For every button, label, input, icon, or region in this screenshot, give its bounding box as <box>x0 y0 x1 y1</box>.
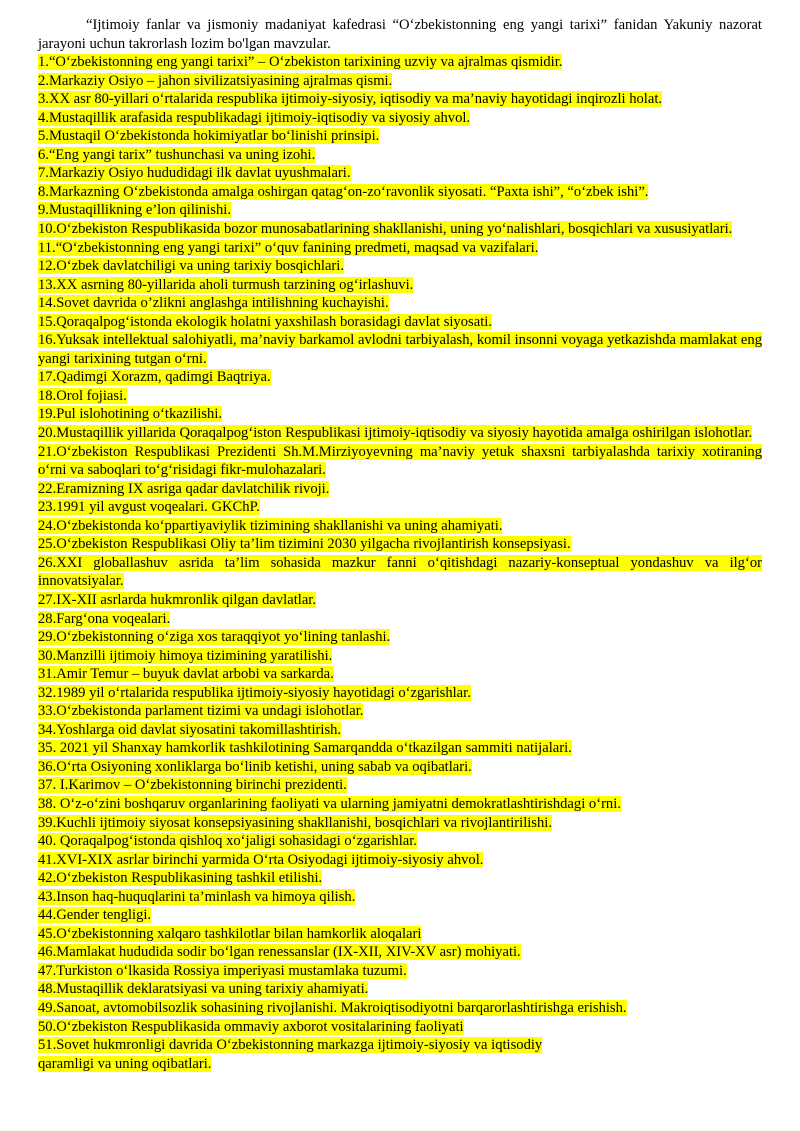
topic-item <box>38 776 762 795</box>
topic-item <box>38 183 762 202</box>
topic-text: 42.O‘zbekiston Respublikasining tashkil etilishi. <box>38 870 323 887</box>
topic-text: 31.Amir Temur – buyuk davlat arbobi va sarkarda. <box>38 666 334 683</box>
topic-text: 5.Mustaqil O‘zbekistonda hokimiyatlar bo‘linishi prinsipi. <box>38 128 380 145</box>
topic-item <box>38 832 762 851</box>
topic-text: 32.1989 yil o‘rtalarida respublika ijtimoiy-siyosiy hayotidagi o‘zgarishlar. <box>38 684 471 701</box>
topic-item <box>38 591 762 610</box>
topic-item <box>38 257 762 276</box>
topic-item <box>38 888 762 907</box>
topic-text: 34.Yoshlarga oid davlat siyosatini takomillashtirish. <box>38 721 342 738</box>
topic-text: 45.O‘zbekistonning xalqaro tashkilotlar bilan hamkorlik aloqalari <box>38 925 422 942</box>
topic-item <box>38 758 762 777</box>
topic-item <box>38 739 762 758</box>
topic-item <box>38 1036 762 1073</box>
topic-item <box>38 610 762 629</box>
topic-item <box>38 72 762 91</box>
topic-item <box>38 628 762 647</box>
document-page <box>38 16 762 1073</box>
topic-item <box>38 424 762 443</box>
topic-item <box>38 721 762 740</box>
topic-text: 9.Mustaqillikning e’lon qilinishi. <box>38 202 231 219</box>
topics-list <box>38 53 762 1073</box>
topic-text: 37. I.Karimov – O‘zbekistonning birinchi prezidenti. <box>38 777 347 794</box>
topic-text: 8.Markazning O‘zbekistonda amalga oshirgan qatag‘on-zo‘ravonlik siyosati. “Paxta ishi”, “o‘zbek ishi”. <box>38 183 649 200</box>
topic-text: 48.Mustaqillik deklaratsiyasi va uning tarixiy ahamiyati. <box>38 981 369 998</box>
topic-item <box>38 146 762 165</box>
topic-item <box>38 962 762 981</box>
topic-item <box>38 239 762 258</box>
topic-item <box>38 53 762 72</box>
topic-text: 14.Sovet davrida o’zlikni anglashga intilishning kuchayishi. <box>38 295 389 312</box>
topic-text: 46.Mamlakat hududida sodir bo‘lgan renessanslar (IX-XII, XIV-XV asr) mohiyati. <box>38 944 521 961</box>
topic-item <box>38 276 762 295</box>
topic-text: 38. O‘z-o‘zini boshqaruv organlarining faoliyati va ularning jamiyatni demokratlashtirishdagi o‘rni. <box>38 795 621 812</box>
topic-item <box>38 90 762 109</box>
topic-item <box>38 535 762 554</box>
topic-text: 29.O‘zbekistonning o‘ziga xos taraqqiyot yo‘lining tanlashi. <box>38 629 391 646</box>
topic-text: 2.Markaziy Osiyo – jahon sivilizatsiyasining ajralmas qismi. <box>38 72 393 89</box>
topic-text: 41.XVI-XIX asrlar birinchi yarmida O‘rta Osiyodagi ijtimoiy-siyosiy ahvol. <box>38 851 484 868</box>
topic-text: 50.O‘zbekiston Respublikasida ommaviy axborot vositalarining faoliyati <box>38 1018 464 1035</box>
topic-item <box>38 294 762 313</box>
topic-text: 28.Farg‘ona voqealari. <box>38 610 171 627</box>
topic-text: 27.IX-XII asrlarda hukmronlik qilgan davlatlar. <box>38 591 317 608</box>
topic-item <box>38 647 762 666</box>
topic-item <box>38 851 762 870</box>
topic-text: 40. Qoraqalpog‘istonda qishloq xo‘jaligi sohasidagi o‘zgarishlar. <box>38 833 417 850</box>
topic-text: 47.Turkiston o‘lkasida Rossiya imperiyasi mustamlaka tuzumi. <box>38 962 407 979</box>
topic-item <box>38 702 762 721</box>
topic-text: 3.XX asr 80-yillari o‘rtalarida respublika ijtimoiy-siyosiy, iqtisodiy va ma’naviy hayotidagi inqirozli holat. <box>38 91 663 108</box>
topic-text: 44.Gender tengligi. <box>38 907 152 924</box>
topic-text: 7.Markaziy Osiyo hududidagi ilk davlat uyushmalari. <box>38 165 351 182</box>
topic-text: 12.O‘zbek davlatchiligi va uning tarixiy bosqichlari. <box>38 258 344 275</box>
topic-text: 43.Inson haq-huquqlarini ta’minlash va himoya qilish. <box>38 888 356 905</box>
topic-text: 26.XXI globallashuv asrida ta’lim sohasida mazkur fanni o‘qitishdagi nazariy-konseptual yondashuv va ilg‘or innovatsiyalar. <box>38 554 762 590</box>
topic-text: 17.Qadimgi Xorazm, qadimgi Baqtriya. <box>38 369 271 386</box>
topic-item <box>38 387 762 406</box>
topic-item <box>38 795 762 814</box>
topic-text: 11.“O‘zbekistonning eng yangi tarixi” o‘quv fanining predmeti, maqsad va vazifalari. <box>38 239 539 256</box>
topic-text: 24.O‘zbekistonda ko‘ppartiyaviylik tizimining shakllanishi va uning ahamiyati. <box>38 517 503 534</box>
topic-item <box>38 665 762 684</box>
topic-item <box>38 220 762 239</box>
topic-text: 13.XX asrning 80-yillarida aholi turmush tarzining og‘irlashuvi. <box>38 276 414 293</box>
topic-item <box>38 517 762 536</box>
topic-item <box>38 684 762 703</box>
topic-text: 25.O‘zbekiston Respublikasi Oliy ta’lim tizimini 2030 yilgacha rivojlantirish konsepsiyasi. <box>38 536 571 553</box>
topic-text: 6.“Eng yangi tarix” tushunchasi va uning izohi. <box>38 146 316 163</box>
topic-text: 33.O‘zbekistonda parlament tizimi va undagi islohotlar. <box>38 703 364 720</box>
topic-item <box>38 480 762 499</box>
topic-text: 39.Kuchli ijtimoiy siyosat konsepsiyasining shakllanishi, bosqichlari va rivojlantirilishi. <box>38 814 552 831</box>
topic-item <box>38 943 762 962</box>
topic-item <box>38 906 762 925</box>
topic-text: 1.“O‘zbekistonning eng yangi tarixi” – O‘zbekiston tarixining uzviy va ajralmas qismidir. <box>38 54 563 71</box>
topic-text: 51.Sovet hukmronligi davrida O‘zbekistonning markazga ijtimoiy-siyosiy va iqtisodiy <box>38 1037 543 1054</box>
topic-text: 10.O‘zbekiston Respublikasida bozor munosabatlarining shakllanishi, uning yo‘nalishlari, bosqichlari va xususiyatlari. <box>38 221 733 238</box>
topic-item <box>38 443 762 480</box>
topic-item <box>38 498 762 517</box>
topic-item <box>38 405 762 424</box>
topic-text: 36.O‘rta Osiyoning xonliklarga bo‘linib ketishi, uning sabab va oqibatlari. <box>38 758 472 775</box>
topic-text: 35. 2021 yil Shanxay hamkorlik tashkilotining Samarqandda o‘tkazilgan sammiti natijalari. <box>38 740 572 757</box>
topic-text: 30.Manzilli ijtimoiy himoya tizimining yaratilishi. <box>38 647 333 664</box>
document-intro: “Ijtimoiy fanlar va jismoniy madaniyat kafedrasi “O‘zbekistonning eng yangi tarixi” fanidan Yakuniy nazorat jarayoni uchun takrorlash lozim bo'lgan mavzular. <box>38 17 762 52</box>
topic-item <box>38 368 762 387</box>
topic-text: 49.Sanoat, avtomobilsozlik sohasining rivojlanishi. Makroiqtisodiyotni barqarorlashtirishga erishish. <box>38 999 627 1016</box>
topic-text: 20.Mustaqillik yillarida Qoraqalpog‘iston Respublikasi ijtimoiy-iqtisodiy va siyosiy hayotida amalga oshirilgan islohotlar. <box>38 425 753 442</box>
topic-text: 15.Qoraqalpog‘istonda ekologik holatni yaxshilash borasidagi davlat siyosati. <box>38 313 492 330</box>
topic-text: 22.Eramizning IX asriga qadar davlatchilik rivoji. <box>38 480 330 497</box>
topic-item <box>38 313 762 332</box>
topic-item <box>38 814 762 833</box>
topic-text: 23.1991 yil avgust voqealari. GKChP. <box>38 499 260 516</box>
topic-text: 4.Mustaqillik arafasida respublikadagi ijtimoiy-iqtisodiy va siyosiy ahvol. <box>38 109 471 126</box>
topic-text: 21.O‘zbekiston Respublikasi Prezidenti Sh.M.Mirziyoyevning ma’naviy yetuk shaxsni tarbiyalashda tarixiy xotiraning o‘rni va saboqlari to‘g‘risidagi fikr-mulohazalari. <box>38 443 762 479</box>
topic-item <box>38 331 762 368</box>
topic-item <box>38 109 762 128</box>
topic-item <box>38 554 762 591</box>
topic-item <box>38 980 762 999</box>
topic-text: 16.Yuksak intellektual salohiyatli, ma’naviy barkamol avlodni tarbiyalash, komil insonni voyaga yetkazishda mamlakat eng yangi tarixining tutgan o‘rni. <box>38 332 762 367</box>
topic-text: 19.Pul islohotining o‘tkazilishi. <box>38 406 223 423</box>
topic-text: qaramligi va uning oqibatlari. <box>38 1055 212 1072</box>
topic-item <box>38 925 762 944</box>
topic-item <box>38 164 762 183</box>
topic-text: 18.Orol fojiasi. <box>38 387 127 404</box>
topic-item <box>38 201 762 220</box>
topic-item <box>38 869 762 888</box>
topic-item <box>38 999 762 1018</box>
topic-item <box>38 127 762 146</box>
topic-item <box>38 1018 762 1037</box>
